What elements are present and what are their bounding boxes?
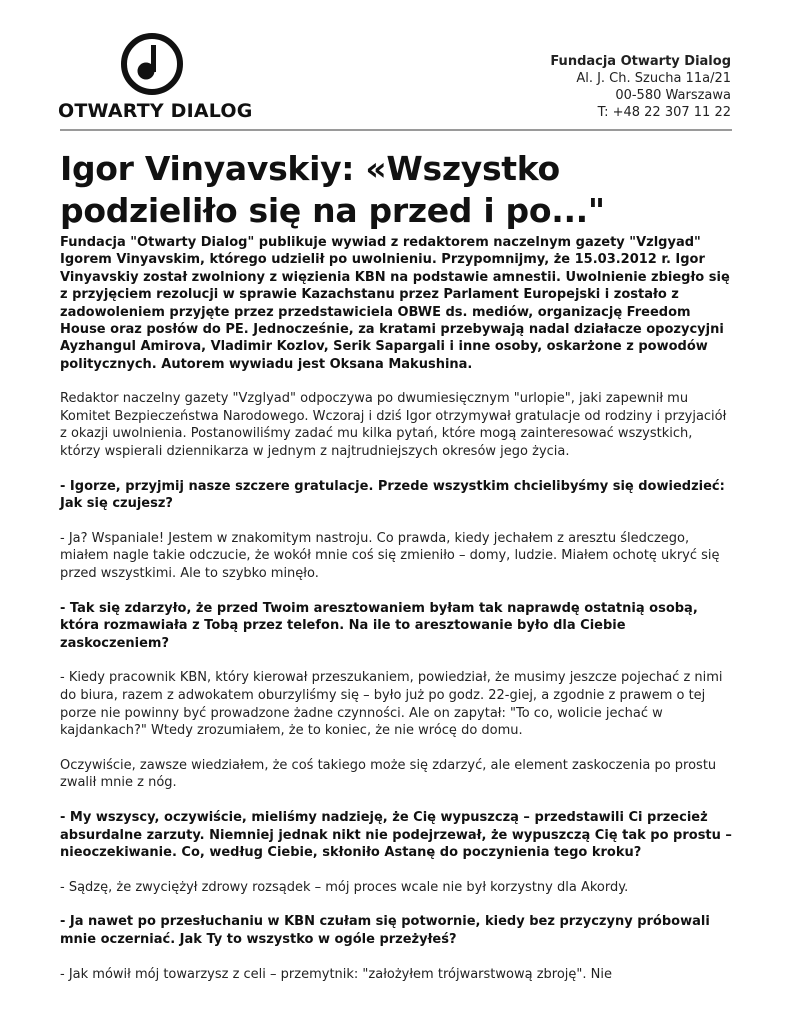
question-4: - Ja nawet po przesłuchaniu w KBN czułam się potwornie, kiedy bez przyczyny próbowali mnie oczerniać. Jak Ty to wszystko w ogóle przeżyłeś? xyxy=(60,914,710,947)
page-header xyxy=(0,0,791,132)
phone-number: T: +48 22 307 11 22 xyxy=(597,105,731,120)
logo-text: OTWARTY DIALOG xyxy=(58,100,253,122)
question-1: - Igorze, przyjmij nasze szczere gratulacje. Przede wszystkim chcielibyśmy się dowiedzieć: Jak się czujesz? xyxy=(60,478,725,512)
address-street: Al. J. Ch. Szucha 11a/21 xyxy=(576,71,731,86)
organization-contact xyxy=(550,53,731,121)
organization-name: Fundacja Otwarty Dialog xyxy=(550,54,731,69)
answer-2: - Kiedy pracownik KBN, który kierował przeszukaniem, powiedział, że musimy jeszcze pojechać z nimi do biura, razem z adwokatem oburzyliśmy się – było już po godz. 22-giej, a zgodnie z prawem o tej porze nie powinny być prowadzone żadne czynności. Ale on zapytał: "To co, wolicie jechać w kajdankach?" Wtedy zrozumiałem, że to koniec, że nie wrócę do domu. xyxy=(60,670,723,739)
question-3: - My wszyscy, oczywiście, mieliśmy nadzieję, że Cię wypuszczą – przedstawili Ci przecież absurdalne zarzuty. Niemniej jednak nikt nie podejrzewał, że wypuszczą Cię tak po prostu – nieoczekiwanie. Co, według Ciebie, skłoniło Astanę do poczynienia tego kroku? xyxy=(60,809,732,861)
article-title: Igor Vinyavskiy: «Wszystko podzieliło się na przed i po..." xyxy=(60,149,605,230)
answer-2-continued: Oczywiście, zawsze wiedziałem, że coś takiego może się zdarzyć, ale element zaskoczenia po prostu zwalił mnie z nóg. xyxy=(60,757,717,791)
article xyxy=(60,148,732,983)
header-divider xyxy=(60,129,732,131)
question-2: - Tak się zdarzyło, że przed Twoim aresztowaniem byłam tak naprawdę ostatnią osobą, która rozmawiała z Tobą przez telefon. Na ile to aresztowanie było dla Ciebie zaskoczeniem? xyxy=(60,600,698,651)
logo xyxy=(58,32,253,122)
logo-mark-icon xyxy=(120,32,184,96)
answer-3: - Sądzę, że zwyciężył zdrowy rozsądek – mój proces wcale nie był korzystny dla Akordy. xyxy=(60,879,629,895)
answer-4: - Jak mówił mój towarzysz z celi – przemytnik: "założyłem trójwarstwową zbroję". Nie xyxy=(60,966,612,982)
article-intro: Redaktor naczelny gazety "Vzglyad" odpoczywa po dwumiesięcznym "urlopie", jaki zapewnił mu Komitet Bezpieczeństwa Narodowego. Wczoraj i dziś Igor otrzymywał gratulacje od rodziny i przyjaciół z okazji uwolnienia. Postanowiliśmy zadać mu kilka pytań, które mogą zainteresować wszystkich, którzy wspierali dziennikarza w jednym z najtrudniejszych okresów jego życia. xyxy=(60,391,727,460)
address-city: 00-580 Warszawa xyxy=(615,88,731,103)
article-lead: Fundacja "Otwarty Dialog" publikuje wywiad z redaktorem naczelnym gazety "Vzlgyad" Igorem Vinyavskim, którego udzielił po uwolnieniu. Przypomnijmy, że 15.03.2012 r. Igor Vinyavskiy został zwolniony z więzienia KBN na podstawie amnestii. Uwolnienie zbiegło się z przyjęciem rezolucji w sprawie Kazachstanu przez Parlament Europejski i zostało z zadowoleniem przyjęte przez przedstawiciela OBWE ds. mediów, organizację Freedom House oraz posłów do PE. Jednocześnie, za kratami przebywają nadal działacze opozycyjni Ayzhangul Amirova, Vladimir Kozlov, Serik Sapargali i inne osoby, oskarżone z powodów politycznych. Autorem wywiadu jest Oksana Makushina. xyxy=(60,235,730,372)
answer-1: - Ja? Wspaniale! Jestem w znakomitym nastroju. Co prawda, kiedy jechałem z aresztu śledczego, miałem nagle takie odczucie, że wokół mnie coś się zmieniło – domy, ludzie. Miałem ochotę ukryć się przed wszystkimi. Ale to szybko minęło. xyxy=(60,530,720,581)
